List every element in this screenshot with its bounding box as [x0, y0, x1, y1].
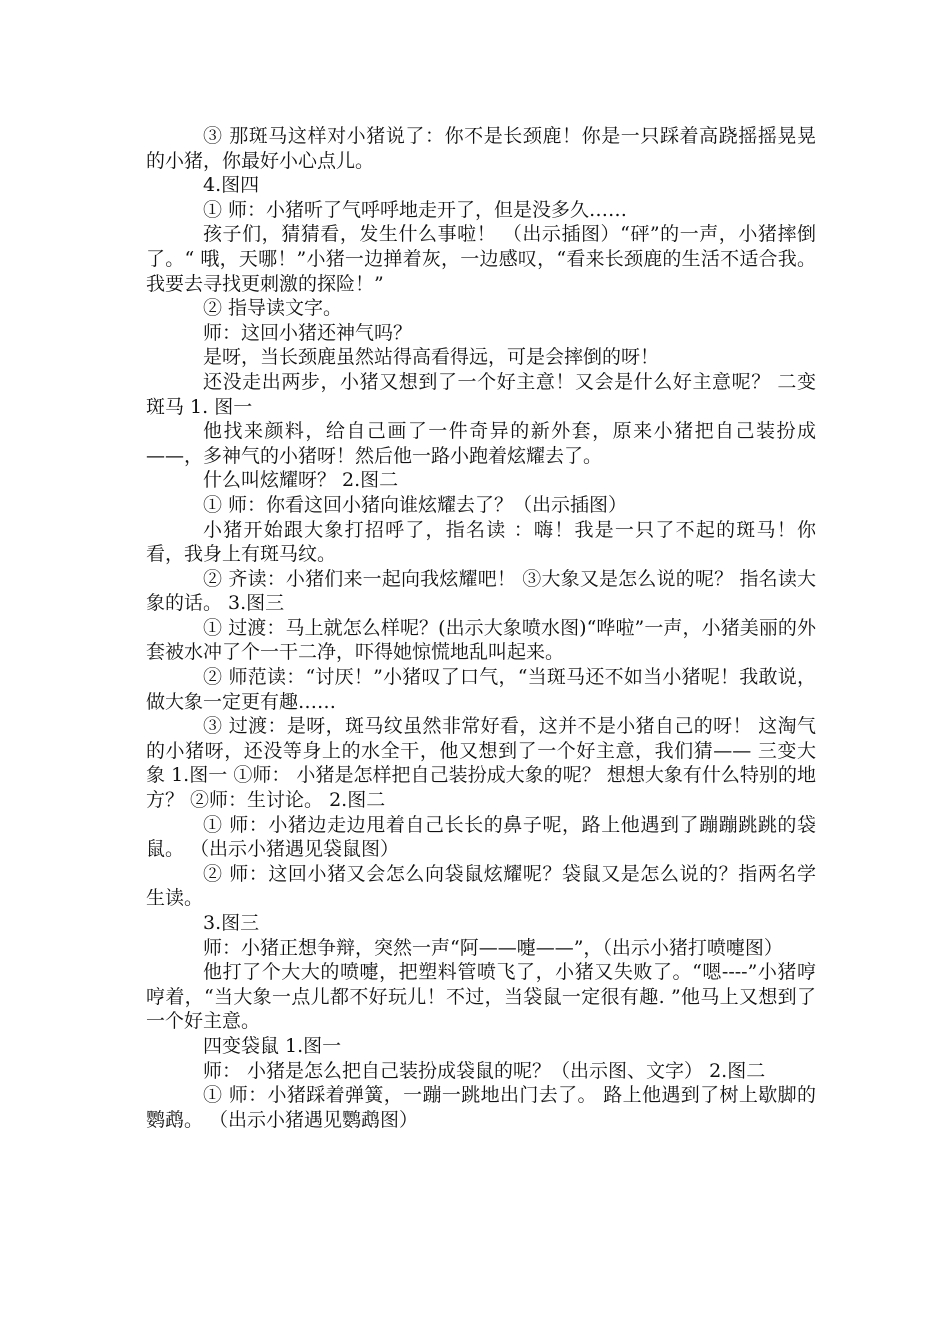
paragraph: 孩子们，猜猜看，发生什么事啦！ （出示插图）“砰”的一声，小猪摔倒了。“ 哦，天哪！”小猪一边掸着灰，一边感叹，“看来长颈鹿的生活不适合我。我要去寻找更刺激的探险！”	[146, 223, 816, 295]
paragraph: ② 师：这回小猪又会怎么向袋鼠炫耀呢？袋鼠又是怎么说的？指两名学生读。	[146, 862, 816, 910]
paragraph: ② 齐读：小猪们来一起向我炫耀吧！ ③大象又是怎么说的呢？ 指名读大象的话。 3.图三	[146, 567, 816, 615]
paragraph: 还没走出两步，小猪又想到了一个好主意！又会是什么好主意呢？ 二变斑马 1. 图一	[146, 370, 816, 418]
paragraph: 小猪开始跟大象打招呼了，指名读 ：嗨！我是一只了不起的斑马！你看，我身上有斑马纹。	[146, 518, 816, 566]
paragraph: 师：这回小猪还神气吗？	[203, 321, 413, 344]
paragraph: ① 师：小猪踩着弹簧，一蹦一跳地出门去了。 路上他遇到了树上歇脚的鹦鹉。 （出示小猪遇见鹦鹉图）	[146, 1084, 816, 1131]
paragraph: ① 师：小猪听了气呼呼地走开了，但是没多久……	[203, 198, 628, 221]
paragraph: 师： 小猪是怎么把自己装扮成袋鼠的呢？（出示图、文字） 2.图二	[203, 1059, 766, 1082]
paragraph: 师：小猪正想争辩，突然一声“阿——嚏——”，（出示小猪打喷嚏图）	[203, 936, 783, 959]
document-body	[146, 124, 816, 1132]
paragraph: 他打了个大大的喷嚏，把塑料管喷飞了，小猪又失败了。“嗯----”小猪哼哼着，“当大象一点儿都不好玩儿！不过，当袋鼠一定很有趣. ”他马上又想到了一个好主意。	[146, 961, 816, 1033]
paragraph: ① 过渡：马上就怎么样呢？(出示大象喷水图)“哗啦”一声，小猪美丽的外套被水冲了个一干二净，吓得她惊慌地乱叫起来。	[146, 616, 816, 664]
paragraph: 什么叫炫耀呀？ 2.图二	[203, 469, 399, 492]
paragraph: ③ 那斑马这样对小猪说了：你不是长颈鹿！你是一只踩着高跷摇摇晃晃的小猪，你最好小心点儿。	[146, 125, 816, 172]
paragraph: 3.图三	[203, 912, 260, 934]
paragraph: ① 师：你看这回小猪向谁炫耀去了？（出示插图）	[203, 493, 628, 516]
paragraph: 四变袋鼠 1.图一	[203, 1034, 342, 1057]
paragraph: ② 指导读文字。	[203, 297, 343, 320]
paragraph: 他找来颜料，给自己画了一件奇异的新外套，原来小猪把自己装扮成——，多神气的小猪呀！然后他一路小跑着炫耀去了。	[146, 420, 816, 467]
paragraph: 4.图四	[203, 174, 260, 197]
paragraph: ① 师：小猪边走边甩着自己长长的鼻子呢，路上他遇到了蹦蹦跳跳的袋鼠。 （出示小猪遇见袋鼠图）	[146, 813, 816, 861]
paragraph: 是呀，当长颈鹿虽然站得高看得远，可是会摔倒的呀！	[203, 346, 660, 369]
paragraph: ② 师范读：“讨厌！”小猪叹了口气，“当斑马还不如当小猪呢！我敢说，做大象一定更有趣……	[146, 666, 816, 713]
paragraph: ③ 过渡：是呀，斑马纹虽然非常好看，这并不是小猪自己的呀！ 这淘气的小猪呀，还没等身上的水全干，他又想到了一个好主意，我们猜—— 三变大象 1.图一 ①师： 小猪是怎样把自己装扮成大象的呢？ 想想大象有什么特别的地方？ ②师：生讨论。 2.图二	[146, 715, 816, 812]
